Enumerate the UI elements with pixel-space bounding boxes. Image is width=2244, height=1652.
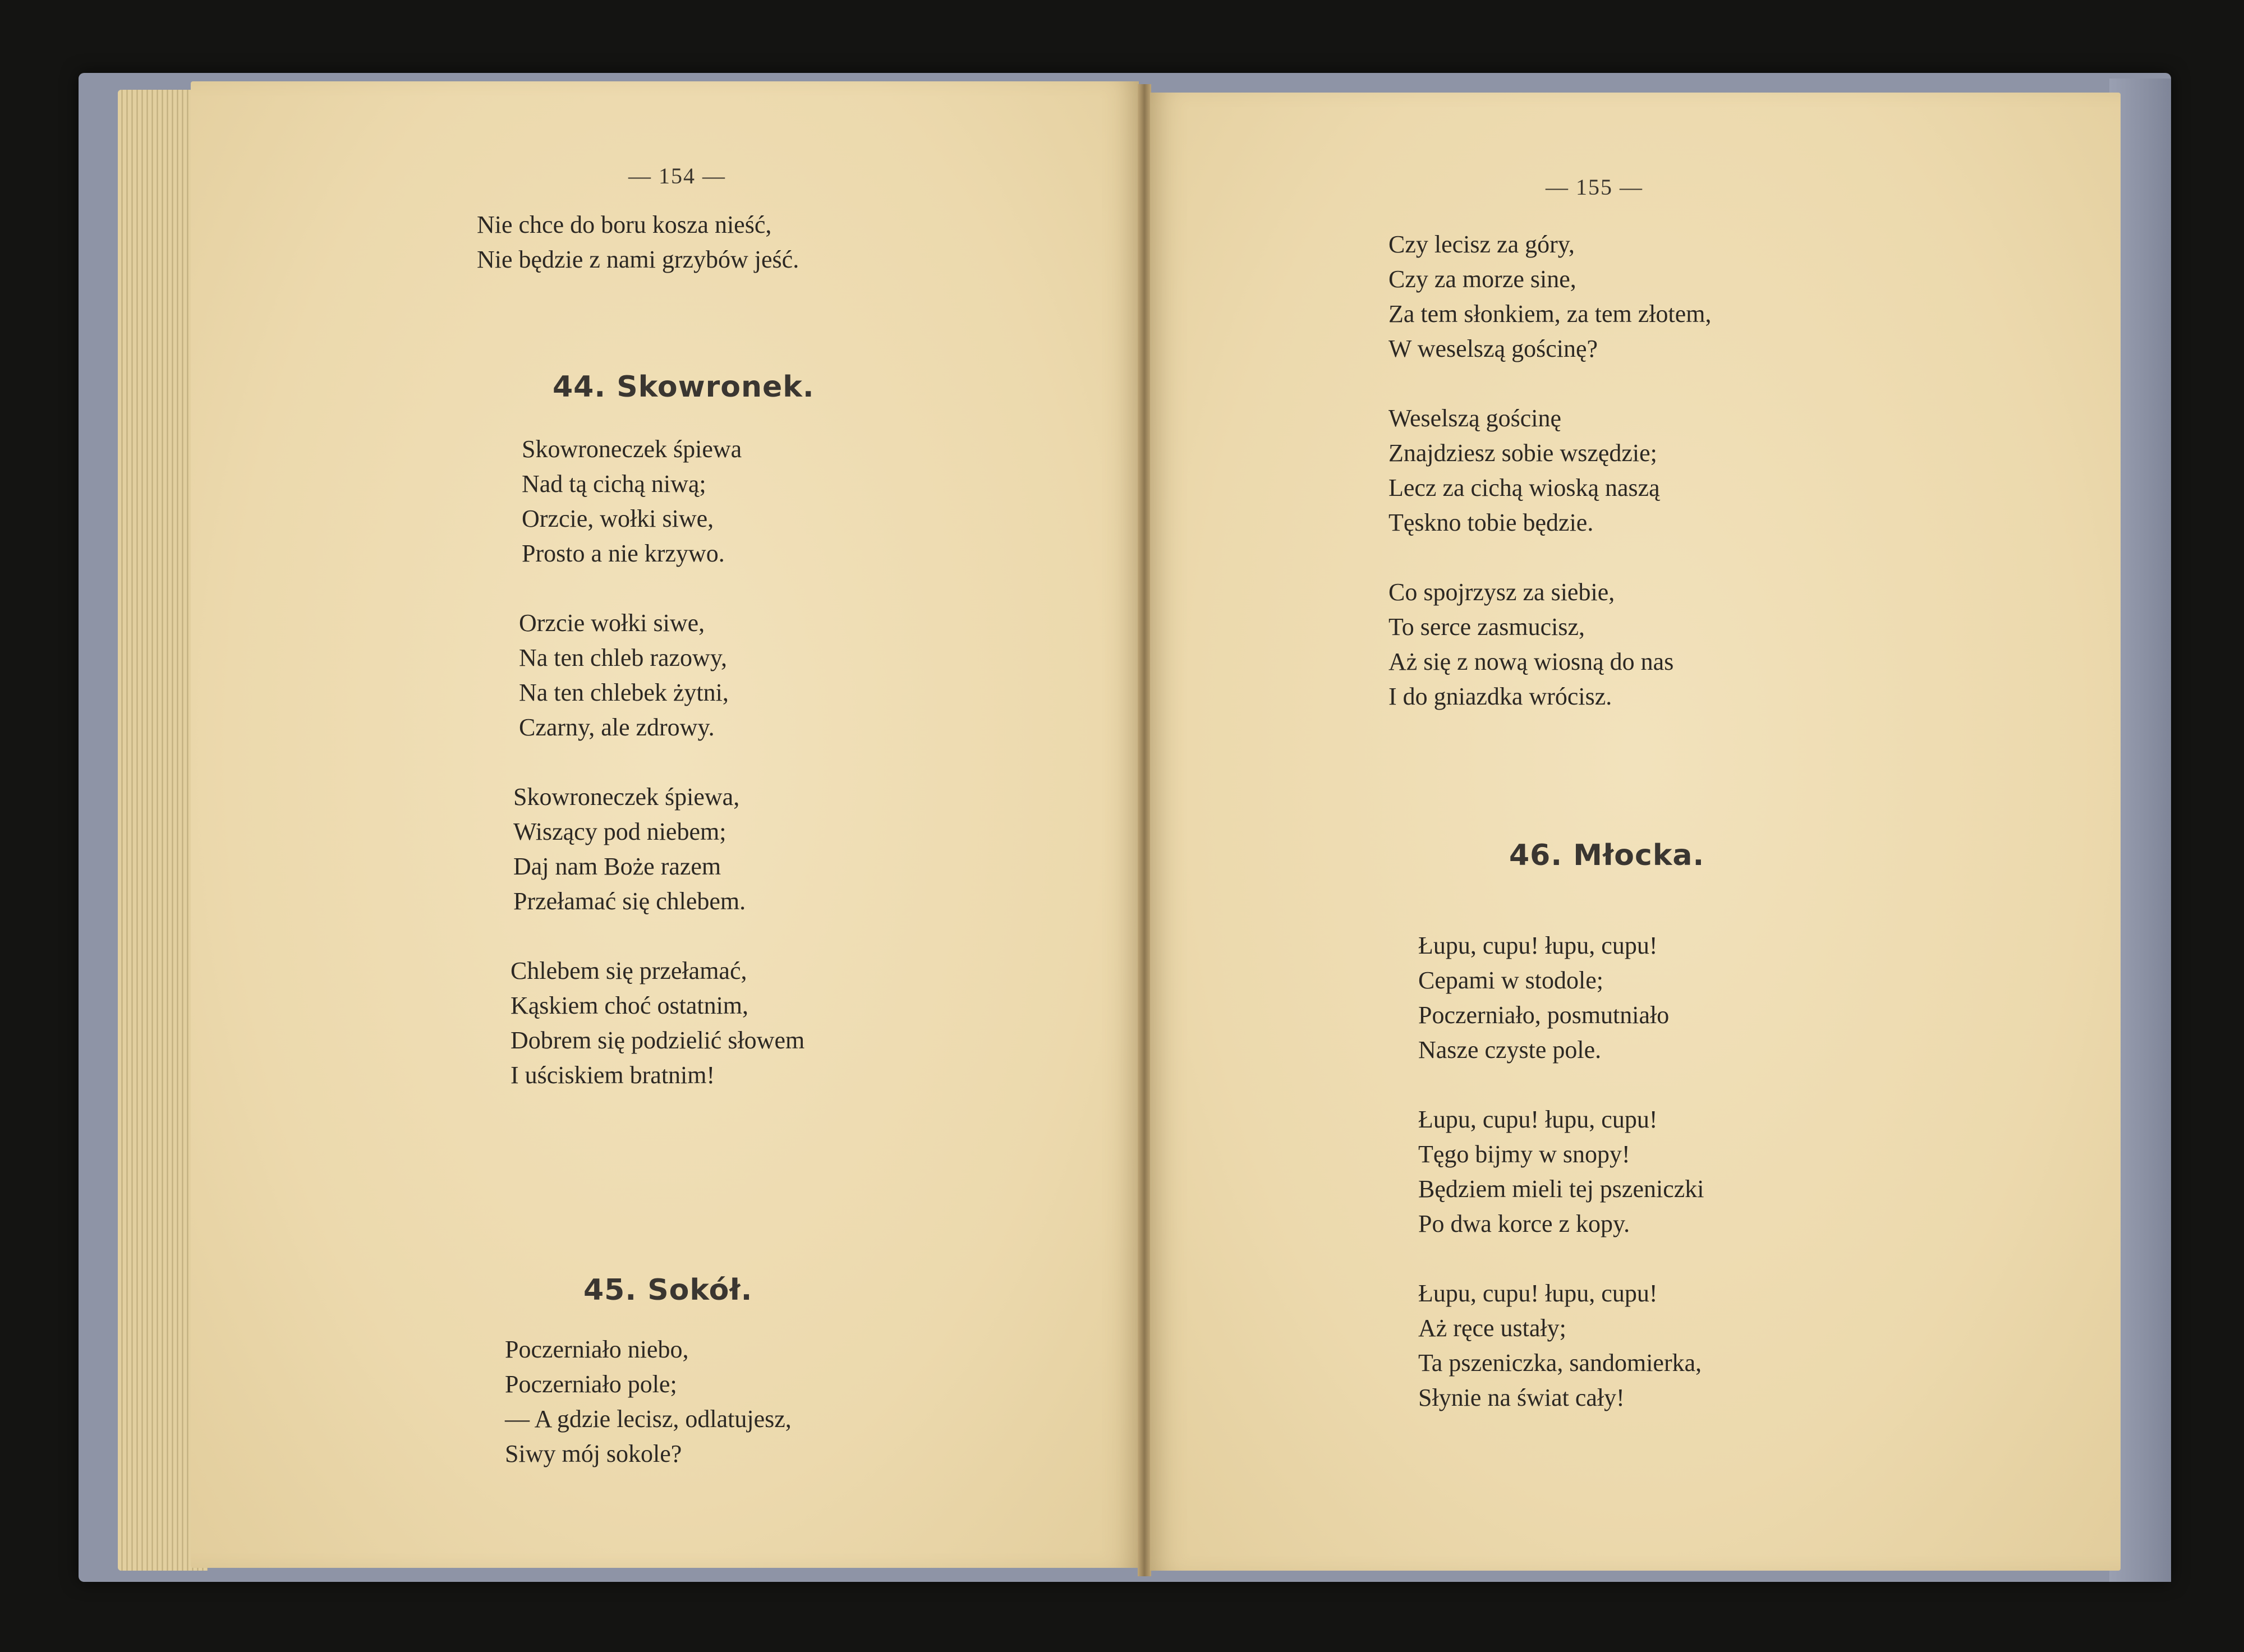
verse-line: Tęgo bijmy w snopy! — [1418, 1140, 1630, 1168]
verse-line: I uściskiem bratnim! — [511, 1061, 715, 1089]
verse-line: Będziem mieli tej pszeniczki — [1418, 1175, 1704, 1203]
verse-line: Za tem słonkiem, za tem złotem, — [1388, 300, 1712, 328]
verse-line: I do gniazdka wrócisz. — [1388, 683, 1612, 710]
right-page — [1150, 93, 2121, 1571]
verse-line: Chlebem się przełamać, — [511, 957, 747, 984]
verse-line: Daj nam Boże razem — [513, 853, 721, 880]
verse-line: Skowroneczek śpiewa, — [513, 783, 740, 811]
left-page — [191, 81, 1139, 1568]
verse-line: Poczerniało, posmutniało — [1418, 1001, 1670, 1029]
poem-title: 46. Młocka. — [1509, 839, 1705, 872]
verse-line: — A gdzie lecisz, odlatujesz, — [505, 1405, 792, 1433]
verse-line: Słynie na świat cały! — [1418, 1384, 1625, 1411]
verse-line: Tęskno tobie będzie. — [1388, 509, 1594, 536]
verse-line: Aż ręce ustały; — [1418, 1314, 1566, 1342]
verse-line: Nasze czyste pole. — [1418, 1036, 1602, 1064]
verse-line: Prosto a nie krzywo. — [522, 540, 725, 567]
verse-line: Znajdziesz sobie wszędzie; — [1388, 439, 1657, 467]
poem-title: 44. Skowronek. — [553, 370, 815, 404]
verse-line: Czarny, ale zdrowy. — [519, 714, 715, 741]
stanza — [519, 606, 729, 745]
verse-line: Czy za morze sine, — [1388, 265, 1576, 293]
book-gutter — [1138, 84, 1151, 1576]
verse-line: Skowroneczek śpiewa — [522, 435, 742, 463]
stanza — [511, 954, 804, 1093]
verse-line: Poczerniało pole; — [505, 1370, 677, 1398]
poem-title: 45. Sokół. — [583, 1273, 753, 1307]
verse-line: Nad tą cichą niwą; — [522, 470, 706, 498]
verse-line: Co spojrzysz za siebie, — [1388, 578, 1615, 606]
verse-line: Nie będzie z nami grzybów jeść. — [477, 246, 799, 273]
verse-line: Weselszą gościnę — [1388, 404, 1561, 432]
verse-line: Łupu, cupu! łupu, cupu! — [1418, 1106, 1658, 1133]
verse-line: Na ten chlebek żytni, — [519, 679, 729, 706]
stanza — [1418, 1276, 1702, 1415]
stanza — [1388, 401, 1660, 540]
stanza — [1388, 227, 1711, 366]
verse-line: Czy lecisz za góry, — [1388, 231, 1575, 258]
verse-line: To serce zasmucisz, — [1388, 613, 1585, 641]
stanza — [505, 1332, 792, 1471]
verse-line: Orzcie wołki siwe, — [519, 609, 705, 637]
stanza — [1418, 1102, 1704, 1241]
verse-line: Po dwa korce z kopy. — [1418, 1210, 1630, 1237]
verse-line: Orzcie, wołki siwe, — [522, 505, 714, 532]
verse-line: Wiszący pod niebem; — [513, 818, 726, 845]
verse-line: Łupu, cupu! łupu, cupu! — [1418, 1280, 1658, 1307]
page-number: — 154 — — [628, 163, 726, 188]
verse-line: Aż się z nową wiosną do nas — [1388, 648, 1674, 675]
verse-line: Przełamać się chlebem. — [513, 887, 746, 915]
verse-line: Siwy mój sokole? — [505, 1440, 682, 1467]
stanza — [477, 208, 799, 277]
stanza — [1418, 928, 1669, 1067]
verse-line: Cepami w stodole; — [1418, 967, 1603, 994]
verse-line: W weselszą gościnę? — [1388, 335, 1598, 362]
verse-line: Łupu, cupu! łupu, cupu! — [1418, 932, 1658, 959]
stanza — [513, 780, 746, 919]
verse-line: Kąskiem choć ostatnim, — [511, 992, 749, 1019]
verse-line: Poczerniało niebo, — [505, 1336, 689, 1363]
verse-line: Lecz za cichą wioską naszą — [1388, 474, 1660, 501]
stanza — [522, 432, 742, 571]
verse-line: Ta pszeniczka, sandomierka, — [1418, 1349, 1702, 1377]
verse-line: Dobrem się podzielić słowem — [511, 1027, 805, 1054]
verse-line: Na ten chleb razowy, — [519, 644, 727, 671]
verse-line: Nie chce do boru kosza nieść, — [477, 211, 772, 238]
stanza — [1388, 575, 1673, 714]
page-number: — 155 — — [1546, 174, 1643, 200]
